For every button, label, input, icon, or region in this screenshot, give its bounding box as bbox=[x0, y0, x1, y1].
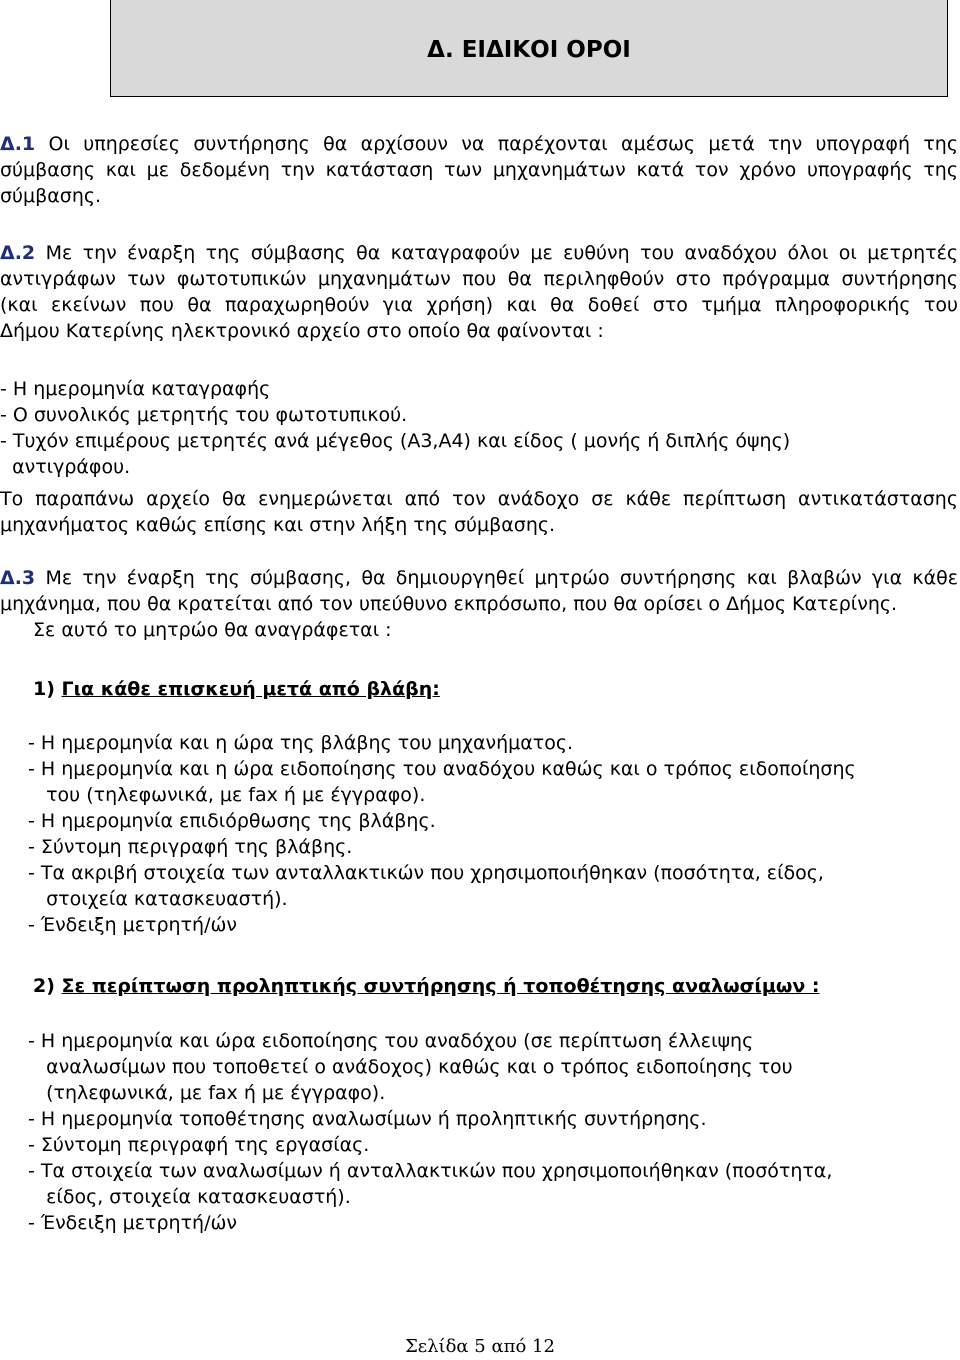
list-item: - Η ημερομηνία τοποθέτησης αναλωσίμων ή προληπτικής συντήρησης. bbox=[28, 1108, 707, 1130]
record-list bbox=[0, 376, 958, 480]
subsection-title: Σε περίπτωση προληπτικής συντήρησης ή τοποθέτησης αναλωσίμων : bbox=[61, 975, 820, 997]
list-item: - Τα ακριβή στοιχεία των ανταλλακτικών που χρησιμοποιήθηκαν (ποσότητα, είδος, bbox=[28, 862, 824, 884]
list-item: στοιχεία κατασκευαστή). bbox=[28, 888, 288, 910]
paragraph-d1 bbox=[0, 131, 958, 209]
paragraph-line: Οι υπηρεσίες συντήρησης θα αρχίσουν να παρέχονται αμέσως μετά την υπογραφή της bbox=[48, 133, 958, 155]
list-item: - Η ημερομηνία και ώρα ειδοποίησης του αναδόχου (σε περίπτωση έλλειψης bbox=[28, 1030, 754, 1052]
paragraph-line: (και εκείνων που θα παραχωρηθούν για χρήση) και θα δοθεί στο τμήμα πληροφορικής του bbox=[0, 294, 958, 316]
subsection-title: Για κάθε επισκευή μετά από βλάβη: bbox=[61, 678, 440, 700]
list-item: - Η ημερομηνία και η ώρα ειδοποίησης του αναδόχου καθώς και ο τρόπος ειδοποίησης bbox=[28, 758, 856, 780]
subsection-2-heading bbox=[33, 973, 960, 999]
paragraph-d2 bbox=[0, 240, 958, 344]
list-item: - Τυχόν επιμέρους μετρητές ανά μέγεθος (Α3,Α4) και είδος ( μονής ή διπλής όψης) bbox=[0, 430, 791, 452]
paragraph-d2-after bbox=[0, 486, 958, 538]
paragraph-line: Το παραπάνω αρχείο θα ενημερώνεται από τον ανάδοχο σε κάθε περίπτωση αντικατάστασης bbox=[0, 488, 958, 510]
subsection-1-list bbox=[28, 730, 948, 938]
list-item: είδος, στοιχεία κατασκευαστή). bbox=[28, 1186, 351, 1208]
list-item: - Τα στοιχεία των αναλωσίμων ή ανταλλακτικών που χρησιμοποιήθηκαν (ποσότητα, bbox=[28, 1160, 833, 1182]
list-item: - Ένδειξη μετρητή/ών bbox=[28, 1212, 237, 1234]
paragraph-number: Δ.2 bbox=[0, 242, 36, 264]
list-item: - Η ημερομηνία καταγραφής bbox=[0, 378, 271, 400]
paragraph-line: σύμβασης. bbox=[0, 185, 102, 207]
list-item: - Ένδειξη μετρητή/ών bbox=[28, 914, 237, 936]
paragraph-line: Σε αυτό το μητρώο θα αναγράφεται : bbox=[33, 619, 392, 641]
subsection-number: 1) bbox=[33, 678, 55, 700]
list-item: - Ο συνολικός μετρητής του φωτοτυπικού. bbox=[0, 404, 408, 426]
subsection-2-list bbox=[28, 1028, 948, 1236]
paragraph-line: Με την έναρξη της σύμβασης θα καταγραφούν με ευθύνη του αναδόχου όλοι οι μετρητές bbox=[45, 242, 959, 264]
list-item: του (τηλεφωνικά, με fax ή με έγγραφο). bbox=[28, 784, 426, 806]
list-item: - Σύντομη περιγραφή της βλάβης. bbox=[28, 836, 353, 858]
paragraph-line: σύμβασης και με δεδομένη την κατάσταση των μηχανημάτων κατά τον χρόνο υπογραφής της bbox=[0, 159, 958, 181]
paragraph-line: Με την έναρξη της σύμβασης, θα δημιουργηθεί μητρώο συντήρησης και βλαβών για κάθε bbox=[45, 567, 958, 589]
list-item: - Σύντομη περιγραφή της εργασίας. bbox=[28, 1134, 370, 1156]
paragraph-d3 bbox=[0, 565, 958, 643]
list-item: αναλωσίμων που τοποθετεί ο ανάδοχος) καθώς και ο τρόπος ειδοποίησης του bbox=[28, 1056, 793, 1078]
paragraph-line: Δήμου Κατερίνης ηλεκτρονικό αρχείο στο οποίο θα φαίνονται : bbox=[0, 320, 604, 342]
paragraph-number: Δ.3 bbox=[0, 567, 36, 589]
list-item: - Η ημερομηνία και η ώρα της βλάβης του μηχανήματος. bbox=[28, 732, 574, 754]
section-title: Δ. ΕΙΔΙΚΟΙ ΟΡΟΙ bbox=[427, 37, 631, 63]
list-item: - Η ημερομηνία επιδιόρθωσης της βλάβης. bbox=[28, 810, 436, 832]
paragraph-line: αντιγράφων των φωτοτυπικών μηχανημάτων που θα περιληφθούν στο πρόγραμμα συντήρησης bbox=[0, 268, 958, 290]
section-header-box bbox=[110, 0, 948, 97]
paragraph-line: μηχάνημα, που θα κρατείται από τον υπεύθυνο εκπρόσωπο, που θα ορίσει ο Δήμος Κατερίνης. bbox=[0, 593, 898, 615]
subsection-1-heading bbox=[33, 676, 960, 702]
paragraph-number: Δ.1 bbox=[0, 133, 36, 155]
page-number: Σελίδα 5 από 12 bbox=[405, 1336, 555, 1357]
list-item: (τηλεφωνικά, με fax ή με έγγραφο). bbox=[28, 1082, 386, 1104]
paragraph-line: μηχανήματος καθώς επίσης και στην λήξη της σύμβασης. bbox=[0, 514, 556, 536]
list-item: αντιγράφου. bbox=[0, 456, 131, 478]
subsection-number: 2) bbox=[33, 975, 55, 997]
